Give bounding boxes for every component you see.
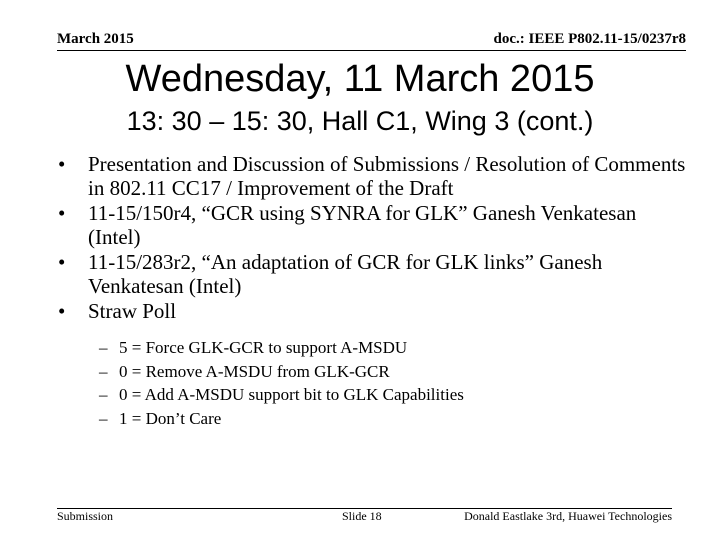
bullet-item <box>57 201 687 249</box>
bullet-text: 11-15/283r2, “An adaptation of GCR for GLK links” Ganesh Venkatesan (Intel) <box>88 250 603 298</box>
bullet-item <box>57 250 687 298</box>
slide-subtitle: 13: 30 – 15: 30, Hall C1, Wing 3 (cont.) <box>126 106 594 136</box>
bullet-item <box>57 152 687 200</box>
bullet-text: 11-15/150r4, “GCR using SYNRA for GLK” Ganesh Venkatesan (Intel) <box>88 201 637 249</box>
bullet-marker: • <box>58 152 66 176</box>
header-doc-id: doc.: IEEE P802.11-15/0237r8 <box>493 31 686 47</box>
straw-poll-item <box>99 360 659 384</box>
straw-poll-text: 0 = Add A-MSDU support bit to GLK Capabilities <box>119 385 464 404</box>
footer-author: Donald Eastlake 3rd, Huawei Technologies <box>464 509 672 523</box>
straw-poll-list <box>99 336 659 430</box>
bullet-item <box>57 299 687 323</box>
bullet-text: Straw Poll <box>88 299 177 323</box>
straw-poll-item <box>99 336 659 360</box>
bullet-marker: • <box>58 299 66 323</box>
footer-submission: Submission <box>57 509 114 523</box>
straw-poll-item <box>99 407 659 431</box>
sub-bullet-marker: – <box>99 385 108 404</box>
bullet-text: Presentation and Discussion of Submissions / Resolution of Comments in 802.11 CC17 / Improvement of the Draft <box>88 152 686 200</box>
bullet-marker: • <box>58 250 66 274</box>
straw-poll-text: 0 = Remove A-MSDU from GLK-GCR <box>119 361 390 381</box>
footer-slide-number: Slide 18 <box>342 509 382 523</box>
header-divider <box>57 50 686 51</box>
straw-poll-item <box>99 383 659 407</box>
sub-bullet-marker: – <box>99 338 108 357</box>
sub-bullet-marker: – <box>99 408 108 428</box>
straw-poll-text: 5 = Force GLK-GCR to support A-MSDU <box>119 338 408 357</box>
bullet-list <box>57 152 687 324</box>
straw-poll-text: 1 = Don’t Care <box>119 408 222 428</box>
header-date: March 2015 <box>57 31 134 47</box>
bullet-marker: • <box>58 201 66 225</box>
slide-title: Wednesday, 11 March 2015 <box>125 58 595 100</box>
sub-bullet-marker: – <box>99 361 108 381</box>
